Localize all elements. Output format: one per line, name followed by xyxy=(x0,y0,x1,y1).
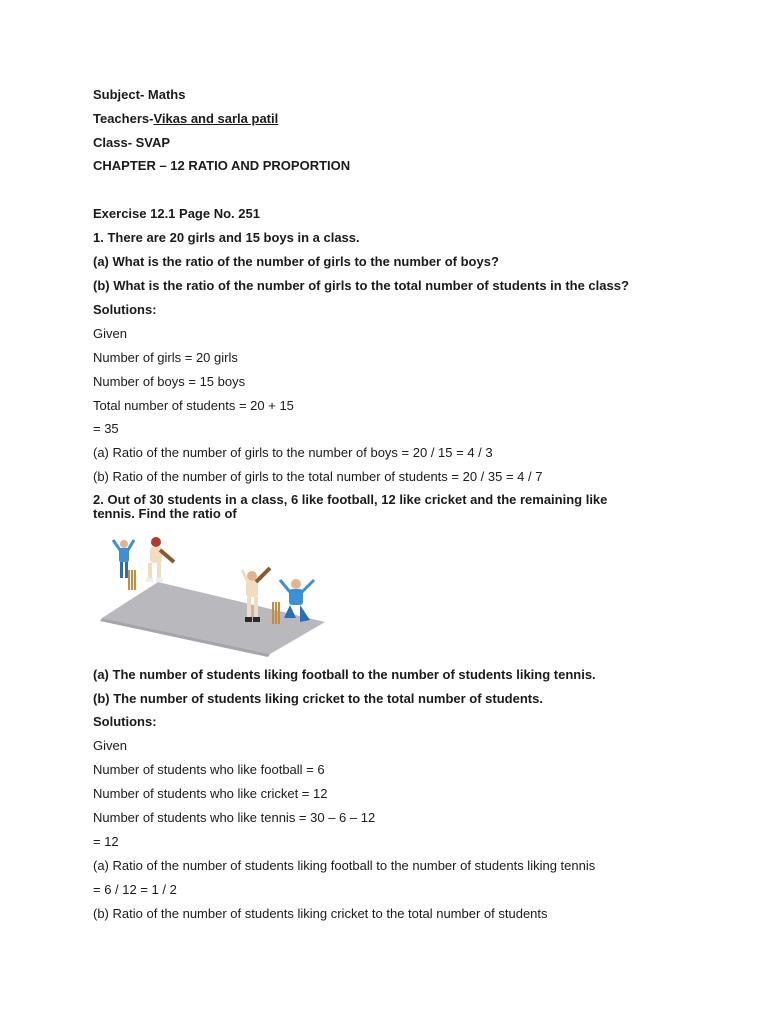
cricket-illustration-icon xyxy=(100,532,330,660)
q1-solution-line: = 35 xyxy=(93,421,119,436)
q1-part-b: (b) What is the ratio of the number of girls to the total number of students in the class? xyxy=(93,278,629,293)
class-line: Class- SVAP xyxy=(93,135,171,150)
q2-solution-line: Number of students who like tennis = 30 – 6 – 12 xyxy=(93,810,376,825)
q1-solution-line: Total number of students = 20 + 15 xyxy=(93,398,294,413)
q2-part-a: (a) The number of students liking football to the number of students liking tennis. xyxy=(93,667,596,682)
q1-solution-line: (a) Ratio of the number of girls to the number of boys = 20 / 15 = 4 / 3 xyxy=(93,445,493,460)
q2-solutions-label: Solutions: xyxy=(93,714,157,729)
q1-question: 1. There are 20 girls and 15 boys in a class. xyxy=(93,230,360,245)
q2-solution-line: (a) Ratio of the number of students liking football to the number of students liking tennis xyxy=(93,858,596,873)
q1-solution-line: Number of girls = 20 girls xyxy=(93,350,238,365)
teachers-names: Vikas and sarla patil xyxy=(153,111,279,126)
q2-solution-line: (b) Ratio of the number of students liking cricket to the total number of students xyxy=(93,906,548,921)
q1-solutions-label: Solutions: xyxy=(93,302,157,317)
subject-line: Subject- Maths xyxy=(93,87,186,102)
q1-solution-line: Number of boys = 15 boys xyxy=(93,374,246,389)
chapter-title: CHAPTER – 12 RATIO AND PROPORTION xyxy=(93,158,351,173)
q2-part-b: (b) The number of students liking cricket to the total number of students. xyxy=(93,691,543,706)
teachers-prefix: Teachers- xyxy=(93,111,154,126)
q1-solution-line: Given xyxy=(93,326,127,341)
q2-solution-line: Given xyxy=(93,738,127,753)
q2-solution-line: Number of students who like football = 6 xyxy=(93,762,325,777)
q2-question: 2. Out of 30 students in a class, 6 like football, 12 like cricket and the remaining like tennis. Find the ratio of xyxy=(93,492,608,521)
q2-solution-line: = 12 xyxy=(93,834,119,849)
teachers-line xyxy=(93,111,278,127)
exercise-title: Exercise 12.1 Page No. 251 xyxy=(93,206,260,221)
q1-solution-line: (b) Ratio of the number of girls to the total number of students = 20 / 35 = 4 / 7 xyxy=(93,469,543,484)
q2-solution-line: Number of students who like cricket = 12 xyxy=(93,786,328,801)
q2-solution-line: = 6 / 12 = 1 / 2 xyxy=(93,882,177,897)
q1-part-a: (a) What is the ratio of the number of girls to the number of boys? xyxy=(93,254,499,269)
